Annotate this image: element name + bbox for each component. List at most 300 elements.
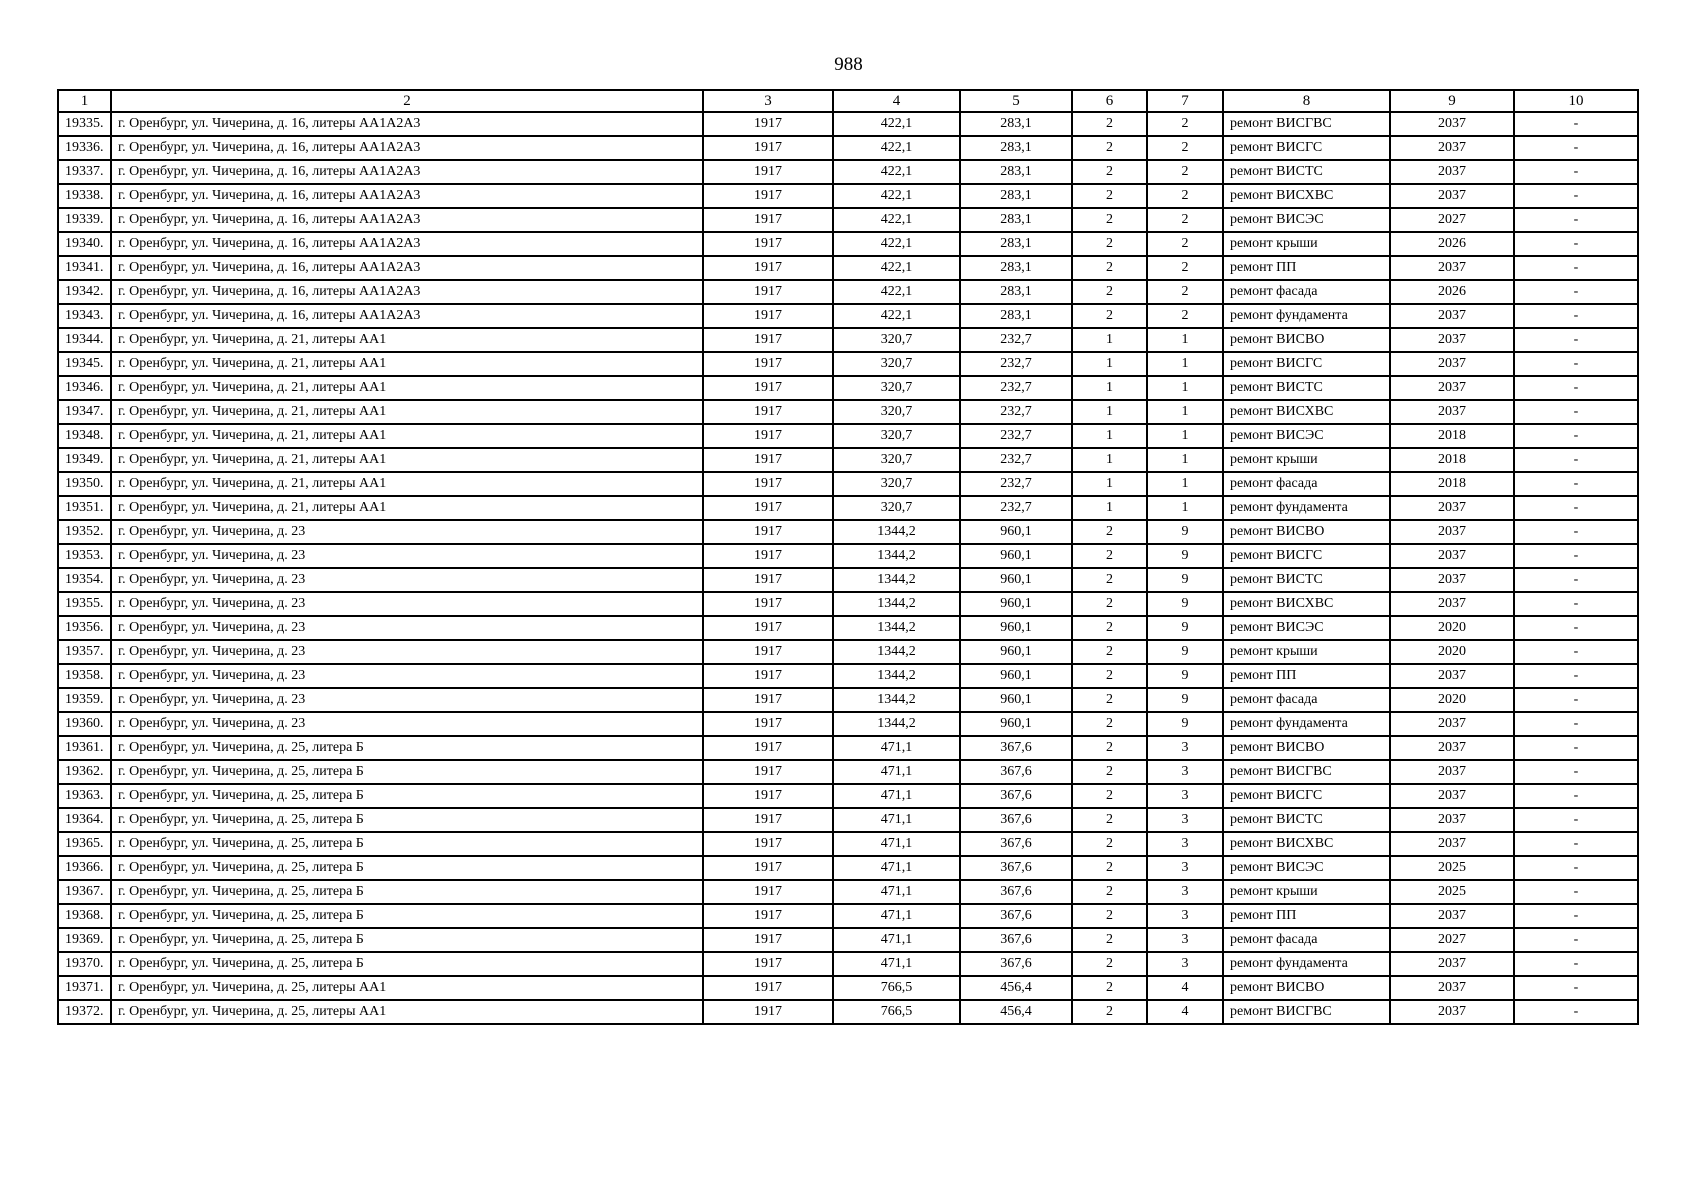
cell-work-type: ремонт ВИСЭС [1223,856,1390,880]
cell-entrances: 9 [1147,544,1223,568]
cell-total-area: 1344,2 [833,568,960,592]
cell-address: г. Оренбург, ул. Чичерина, д. 23 [111,544,703,568]
header-cell-row-number: 1 [58,90,111,112]
cell-planned-year: 2037 [1390,712,1514,736]
cell-entrances: 3 [1147,904,1223,928]
cell-year-built: 1917 [703,832,833,856]
header-cell-note: 10 [1514,90,1638,112]
cell-address: г. Оренбург, ул. Чичерина, д. 25, литера Б [111,808,703,832]
cell-work-type: ремонт ВИСТС [1223,376,1390,400]
cell-living-area: 232,7 [960,472,1072,496]
cell-entrances: 9 [1147,616,1223,640]
cell-year-built: 1917 [703,544,833,568]
cell-address: г. Оренбург, ул. Чичерина, д. 25, литера Б [111,928,703,952]
cell-planned-year: 2037 [1390,496,1514,520]
cell-row-number: 19367. [58,880,111,904]
cell-floors: 2 [1072,856,1147,880]
table-row [58,208,1638,232]
cell-row-number: 19351. [58,496,111,520]
cell-note: - [1514,400,1638,424]
cell-floors: 1 [1072,352,1147,376]
cell-row-number: 19355. [58,592,111,616]
cell-year-built: 1917 [703,808,833,832]
cell-planned-year: 2025 [1390,856,1514,880]
cell-note: - [1514,568,1638,592]
cell-note: - [1514,904,1638,928]
cell-total-area: 320,7 [833,352,960,376]
cell-planned-year: 2037 [1390,808,1514,832]
cell-year-built: 1917 [703,688,833,712]
cell-work-type: ремонт ВИСТС [1223,160,1390,184]
cell-planned-year: 2020 [1390,688,1514,712]
cell-floors: 2 [1072,304,1147,328]
cell-planned-year: 2037 [1390,568,1514,592]
cell-living-area: 367,6 [960,904,1072,928]
cell-work-type: ремонт крыши [1223,880,1390,904]
cell-work-type: ремонт ВИСТС [1223,808,1390,832]
cell-work-type: ремонт ВИСХВС [1223,832,1390,856]
cell-planned-year: 2037 [1390,1000,1514,1024]
cell-entrances: 3 [1147,784,1223,808]
cell-entrances: 2 [1147,160,1223,184]
cell-row-number: 19368. [58,904,111,928]
cell-living-area: 232,7 [960,352,1072,376]
cell-note: - [1514,760,1638,784]
cell-living-area: 367,6 [960,808,1072,832]
cell-total-area: 471,1 [833,760,960,784]
table-header [58,90,1638,112]
cell-note: - [1514,160,1638,184]
cell-address: г. Оренбург, ул. Чичерина, д. 16, литеры АА1А2А3 [111,160,703,184]
cell-planned-year: 2026 [1390,232,1514,256]
cell-total-area: 1344,2 [833,664,960,688]
cell-total-area: 471,1 [833,856,960,880]
table-row [58,616,1638,640]
cell-total-area: 1344,2 [833,592,960,616]
cell-planned-year: 2037 [1390,544,1514,568]
cell-planned-year: 2025 [1390,880,1514,904]
cell-work-type: ремонт ВИСГВС [1223,112,1390,136]
cell-year-built: 1917 [703,928,833,952]
cell-planned-year: 2037 [1390,328,1514,352]
cell-year-built: 1917 [703,712,833,736]
cell-row-number: 19352. [58,520,111,544]
cell-row-number: 19353. [58,544,111,568]
cell-planned-year: 2037 [1390,160,1514,184]
cell-note: - [1514,808,1638,832]
cell-floors: 2 [1072,232,1147,256]
cell-address: г. Оренбург, ул. Чичерина, д. 21, литеры АА1 [111,448,703,472]
cell-work-type: ремонт ВИСХВС [1223,400,1390,424]
table-row [58,808,1638,832]
cell-living-area: 960,1 [960,688,1072,712]
cell-entrances: 9 [1147,520,1223,544]
cell-entrances: 2 [1147,304,1223,328]
cell-floors: 2 [1072,784,1147,808]
table-row [58,256,1638,280]
cell-floors: 2 [1072,976,1147,1000]
cell-row-number: 19357. [58,640,111,664]
cell-work-type: ремонт фасада [1223,688,1390,712]
cell-year-built: 1917 [703,568,833,592]
cell-living-area: 232,7 [960,496,1072,520]
cell-planned-year: 2037 [1390,520,1514,544]
cell-year-built: 1917 [703,112,833,136]
cell-address: г. Оренбург, ул. Чичерина, д. 21, литеры АА1 [111,352,703,376]
cell-total-area: 1344,2 [833,712,960,736]
cell-planned-year: 2037 [1390,352,1514,376]
cell-entrances: 1 [1147,496,1223,520]
cell-note: - [1514,544,1638,568]
cell-planned-year: 2037 [1390,256,1514,280]
cell-note: - [1514,856,1638,880]
cell-year-built: 1917 [703,1000,833,1024]
cell-floors: 2 [1072,712,1147,736]
table-row [58,280,1638,304]
cell-entrances: 2 [1147,232,1223,256]
cell-entrances: 3 [1147,928,1223,952]
cell-living-area: 456,4 [960,976,1072,1000]
cell-living-area: 283,1 [960,304,1072,328]
cell-address: г. Оренбург, ул. Чичерина, д. 23 [111,712,703,736]
cell-total-area: 422,1 [833,184,960,208]
cell-work-type: ремонт ПП [1223,904,1390,928]
cell-year-built: 1917 [703,736,833,760]
cell-address: г. Оренбург, ул. Чичерина, д. 16, литеры АА1А2А3 [111,184,703,208]
cell-address: г. Оренбург, ул. Чичерина, д. 25, литера Б [111,880,703,904]
cell-note: - [1514,640,1638,664]
cell-year-built: 1917 [703,328,833,352]
table-row [58,784,1638,808]
cell-address: г. Оренбург, ул. Чичерина, д. 23 [111,568,703,592]
cell-entrances: 3 [1147,736,1223,760]
cell-note: - [1514,712,1638,736]
table-row [58,736,1638,760]
cell-total-area: 471,1 [833,904,960,928]
cell-row-number: 19347. [58,400,111,424]
cell-floors: 2 [1072,928,1147,952]
cell-year-built: 1917 [703,520,833,544]
cell-address: г. Оренбург, ул. Чичерина, д. 23 [111,664,703,688]
cell-note: - [1514,784,1638,808]
table-row [58,688,1638,712]
cell-total-area: 1344,2 [833,688,960,712]
cell-address: г. Оренбург, ул. Чичерина, д. 25, литера Б [111,760,703,784]
cell-row-number: 19343. [58,304,111,328]
cell-planned-year: 2020 [1390,640,1514,664]
cell-floors: 2 [1072,832,1147,856]
cell-total-area: 320,7 [833,496,960,520]
cell-row-number: 19365. [58,832,111,856]
cell-planned-year: 2037 [1390,832,1514,856]
cell-year-built: 1917 [703,448,833,472]
cell-total-area: 1344,2 [833,616,960,640]
table-row [58,232,1638,256]
cell-year-built: 1917 [703,304,833,328]
header-cell-entrances: 7 [1147,90,1223,112]
cell-row-number: 19341. [58,256,111,280]
cell-living-area: 232,7 [960,328,1072,352]
table-row [58,712,1638,736]
cell-row-number: 19369. [58,928,111,952]
cell-note: - [1514,112,1638,136]
cell-total-area: 1344,2 [833,640,960,664]
cell-address: г. Оренбург, ул. Чичерина, д. 25, литера Б [111,736,703,760]
cell-planned-year: 2037 [1390,184,1514,208]
cell-row-number: 19335. [58,112,111,136]
cell-total-area: 1344,2 [833,520,960,544]
cell-note: - [1514,472,1638,496]
cell-row-number: 19358. [58,664,111,688]
cell-row-number: 19349. [58,448,111,472]
cell-planned-year: 2037 [1390,304,1514,328]
cell-row-number: 19348. [58,424,111,448]
cell-total-area: 422,1 [833,304,960,328]
cell-planned-year: 2026 [1390,280,1514,304]
cell-floors: 2 [1072,952,1147,976]
cell-year-built: 1917 [703,184,833,208]
table-row [58,664,1638,688]
cell-floors: 2 [1072,640,1147,664]
cell-floors: 1 [1072,376,1147,400]
cell-entrances: 1 [1147,424,1223,448]
cell-note: - [1514,424,1638,448]
cell-note: - [1514,184,1638,208]
header-cell-address: 2 [111,90,703,112]
cell-total-area: 320,7 [833,448,960,472]
cell-floors: 2 [1072,184,1147,208]
cell-floors: 1 [1072,496,1147,520]
cell-floors: 2 [1072,568,1147,592]
cell-floors: 2 [1072,112,1147,136]
cell-floors: 2 [1072,1000,1147,1024]
cell-row-number: 19350. [58,472,111,496]
cell-living-area: 367,6 [960,952,1072,976]
cell-address: г. Оренбург, ул. Чичерина, д. 16, литеры АА1А2А3 [111,208,703,232]
cell-note: - [1514,304,1638,328]
cell-living-area: 283,1 [960,160,1072,184]
cell-entrances: 2 [1147,280,1223,304]
table-row [58,160,1638,184]
cell-row-number: 19366. [58,856,111,880]
cell-living-area: 283,1 [960,256,1072,280]
cell-total-area: 422,1 [833,232,960,256]
cell-note: - [1514,256,1638,280]
cell-total-area: 471,1 [833,736,960,760]
cell-work-type: ремонт ВИСВО [1223,736,1390,760]
cell-year-built: 1917 [703,256,833,280]
cell-work-type: ремонт фасада [1223,280,1390,304]
cell-planned-year: 2037 [1390,760,1514,784]
cell-planned-year: 2037 [1390,736,1514,760]
cell-floors: 1 [1072,448,1147,472]
cell-planned-year: 2037 [1390,592,1514,616]
cell-living-area: 960,1 [960,664,1072,688]
cell-planned-year: 2018 [1390,424,1514,448]
table-row [58,976,1638,1000]
cell-living-area: 960,1 [960,640,1072,664]
cell-work-type: ремонт фундамента [1223,304,1390,328]
cell-row-number: 19336. [58,136,111,160]
header-cell-year-built: 3 [703,90,833,112]
cell-planned-year: 2020 [1390,616,1514,640]
cell-planned-year: 2037 [1390,400,1514,424]
cell-entrances: 2 [1147,208,1223,232]
cell-work-type: ремонт крыши [1223,448,1390,472]
cell-row-number: 19359. [58,688,111,712]
cell-work-type: ремонт крыши [1223,640,1390,664]
cell-work-type: ремонт фасада [1223,472,1390,496]
cell-note: - [1514,448,1638,472]
cell-note: - [1514,880,1638,904]
cell-note: - [1514,976,1638,1000]
cell-entrances: 9 [1147,664,1223,688]
cell-entrances: 9 [1147,568,1223,592]
table-row [58,832,1638,856]
cell-note: - [1514,688,1638,712]
cell-living-area: 232,7 [960,424,1072,448]
table-row [58,568,1638,592]
cell-address: г. Оренбург, ул. Чичерина, д. 23 [111,688,703,712]
cell-address: г. Оренбург, ул. Чичерина, д. 23 [111,616,703,640]
cell-floors: 1 [1072,400,1147,424]
table-row [58,328,1638,352]
cell-living-area: 232,7 [960,376,1072,400]
cell-entrances: 4 [1147,976,1223,1000]
cell-address: г. Оренбург, ул. Чичерина, д. 21, литеры АА1 [111,424,703,448]
table-row [58,592,1638,616]
cell-note: - [1514,592,1638,616]
cell-note: - [1514,736,1638,760]
cell-row-number: 19364. [58,808,111,832]
header-cell-total-area: 4 [833,90,960,112]
cell-floors: 2 [1072,808,1147,832]
cell-address: г. Оренбург, ул. Чичерина, д. 25, литера Б [111,952,703,976]
cell-work-type: ремонт ВИСГС [1223,352,1390,376]
cell-living-area: 232,7 [960,448,1072,472]
table-row [58,400,1638,424]
cell-row-number: 19342. [58,280,111,304]
cell-entrances: 2 [1147,136,1223,160]
cell-address: г. Оренбург, ул. Чичерина, д. 16, литеры АА1А2А3 [111,280,703,304]
cell-entrances: 1 [1147,352,1223,376]
cell-floors: 2 [1072,760,1147,784]
cell-floors: 2 [1072,280,1147,304]
cell-note: - [1514,952,1638,976]
cell-work-type: ремонт ПП [1223,664,1390,688]
cell-living-area: 283,1 [960,184,1072,208]
table-body [58,112,1638,1024]
cell-entrances: 1 [1147,376,1223,400]
cell-entrances: 3 [1147,952,1223,976]
cell-address: г. Оренбург, ул. Чичерина, д. 25, литера Б [111,904,703,928]
table-row [58,472,1638,496]
cell-address: г. Оренбург, ул. Чичерина, д. 25, литера Б [111,832,703,856]
cell-note: - [1514,832,1638,856]
cell-year-built: 1917 [703,208,833,232]
cell-year-built: 1917 [703,784,833,808]
cell-row-number: 19361. [58,736,111,760]
cell-work-type: ремонт фундамента [1223,952,1390,976]
cell-entrances: 2 [1147,112,1223,136]
cell-year-built: 1917 [703,376,833,400]
cell-floors: 2 [1072,208,1147,232]
cell-work-type: ремонт ВИСВО [1223,976,1390,1000]
cell-floors: 2 [1072,688,1147,712]
cell-living-area: 367,6 [960,760,1072,784]
cell-year-built: 1917 [703,952,833,976]
cell-living-area: 283,1 [960,208,1072,232]
cell-planned-year: 2037 [1390,976,1514,1000]
cell-living-area: 283,1 [960,232,1072,256]
table-row [58,304,1638,328]
cell-living-area: 283,1 [960,136,1072,160]
cell-year-built: 1917 [703,136,833,160]
cell-address: г. Оренбург, ул. Чичерина, д. 16, литеры АА1А2А3 [111,112,703,136]
cell-note: - [1514,520,1638,544]
cell-note: - [1514,928,1638,952]
table-row [58,136,1638,160]
cell-total-area: 1344,2 [833,544,960,568]
table-row [58,1000,1638,1024]
cell-living-area: 367,6 [960,784,1072,808]
cell-address: г. Оренбург, ул. Чичерина, д. 21, литеры АА1 [111,328,703,352]
table-row [58,520,1638,544]
cell-row-number: 19345. [58,352,111,376]
cell-floors: 1 [1072,424,1147,448]
cell-total-area: 766,5 [833,1000,960,1024]
cell-floors: 2 [1072,904,1147,928]
cell-total-area: 422,1 [833,112,960,136]
table-row [58,760,1638,784]
header-cell-living-area: 5 [960,90,1072,112]
cell-year-built: 1917 [703,232,833,256]
cell-total-area: 422,1 [833,160,960,184]
page-number: 988 [834,54,863,75]
cell-floors: 2 [1072,736,1147,760]
cell-planned-year: 2027 [1390,208,1514,232]
cell-row-number: 19346. [58,376,111,400]
cell-floors: 1 [1072,328,1147,352]
cell-living-area: 960,1 [960,568,1072,592]
cell-year-built: 1917 [703,496,833,520]
cell-planned-year: 2018 [1390,448,1514,472]
table-row [58,952,1638,976]
cell-row-number: 19339. [58,208,111,232]
cell-work-type: ремонт крыши [1223,232,1390,256]
cell-entrances: 1 [1147,448,1223,472]
cell-entrances: 9 [1147,592,1223,616]
cell-living-area: 232,7 [960,400,1072,424]
cell-planned-year: 2037 [1390,112,1514,136]
cell-floors: 2 [1072,880,1147,904]
cell-planned-year: 2037 [1390,376,1514,400]
cell-floors: 1 [1072,472,1147,496]
cell-total-area: 471,1 [833,808,960,832]
cell-total-area: 471,1 [833,928,960,952]
cell-row-number: 19362. [58,760,111,784]
cell-address: г. Оренбург, ул. Чичерина, д. 23 [111,520,703,544]
table-row [58,904,1638,928]
cell-row-number: 19370. [58,952,111,976]
cell-work-type: ремонт ВИСХВС [1223,184,1390,208]
cell-address: г. Оренбург, ул. Чичерина, д. 25, литеры АА1 [111,976,703,1000]
cell-entrances: 3 [1147,760,1223,784]
cell-living-area: 456,4 [960,1000,1072,1024]
cell-year-built: 1917 [703,592,833,616]
cell-work-type: ремонт ВИСЭС [1223,616,1390,640]
cell-row-number: 19344. [58,328,111,352]
